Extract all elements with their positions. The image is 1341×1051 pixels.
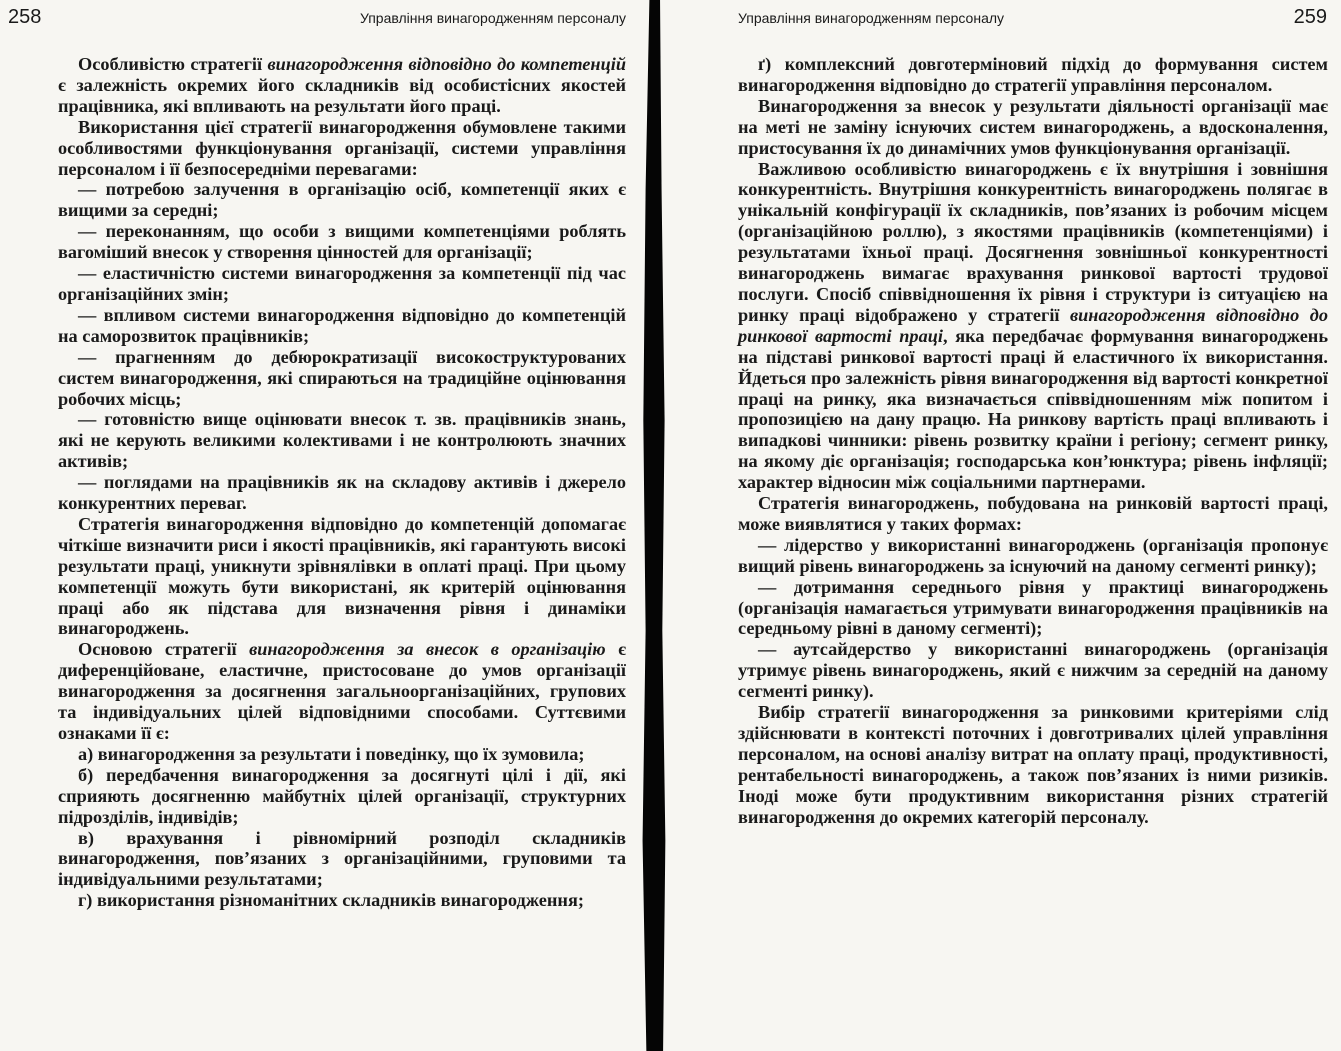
left-page-header — [0, 6, 638, 30]
paragraph-text: Особливістю стратегії — [78, 54, 268, 74]
paragraph: — лідерство у використанні винагороджень (організація пропонує вищий рівень винагороджень за існуючий на даному сегменті ринку); — [738, 534, 1328, 576]
italic-term: винагородження відповідно до ринкової вартості праці — [738, 304, 1328, 346]
paragraph-text: є диференційоване, еластичне, пристосоване до умов організації винагородження за досягнення загальноорганізаційних, групових та індивідуальних цілей відповідними способами. Суттєвими ознаками її є: — [58, 639, 626, 743]
paragraph: — аутсайдерство у використанні винагороджень (організація утримує рівень винагороджень, який є нижчим за середній на даному сегменті ринку). — [738, 639, 1328, 702]
paragraph — [58, 639, 626, 744]
paragraph: а) винагородження за результати і поведінку, що їх зумовила; — [78, 743, 585, 764]
paragraph-text: Основою стратегії — [78, 639, 250, 660]
paragraph — [58, 54, 626, 117]
left-page-body — [58, 54, 626, 911]
paragraph: в) врахування і рівномірний розподіл складників винагородження, пов’язаних з організаційними, груповими та індивідуальними результатами; — [58, 827, 626, 890]
paragraph: Винагородження за внесок у результати діяльності організації має на меті не заміну існуючих систем винагороджень, а вдосконалення, пристосування їх до динамічних умов функціонування організації. — [738, 95, 1328, 158]
paragraph: — переконанням, що особи з вищими компетенціями роблять вагоміший внесок у створення цінностей для організації; — [58, 221, 626, 263]
paragraph: — готовністю вище оцінювати внесок т. зв. працівників знань, які не керують великими колективами і не контролюють значних активів; — [58, 409, 626, 472]
paragraph: — еластичністю системи винагородження за компетенції під час організаційних змін; — [58, 263, 626, 304]
left-running-title: Управління винагородженням персоналу — [359, 10, 626, 26]
paragraph: — дотримання середнього рівня у практиці винагороджень (організація намагається утримувати винагородження працівників на середньому рівні в даному сегменті); — [738, 576, 1328, 639]
right-page-number: 259 — [1293, 6, 1327, 28]
italic-term: винагородження відповідно до компетенцій — [267, 54, 626, 74]
left-page-number: 258 — [8, 6, 42, 28]
paragraph: — впливом системи винагородження відповідно до компетенцій на саморозвиток працівників; — [58, 304, 626, 346]
paragraph-text: є залежність окремих його складників від особистісних якостей працівника, які впливають на результати його праці. — [58, 74, 626, 116]
paragraph: Використання цієї стратегії винагородження обумовлене такими особливостями функціонування організації, системи управління персоналом і її безпосередніми перевагами: — [58, 116, 626, 179]
paragraph: Стратегія винагороджень, побудована на ринковій вартості праці, може виявлятися у таких формах: — [738, 493, 1328, 534]
book-gutter — [638, 0, 676, 1051]
paragraph: — потребою залучення в організацію осіб, компетенції яких є вищими за середні; — [58, 179, 626, 221]
paragraph-text: Важливою особливістю винагороджень є їх внутрішня і зовнішня конкурентність. Внутрішня конкурентність винагороджень полягає в унікальній конфігурації їх складників, пов’язаних із робочим місцем (організаційною роллю), з якостями працівників (компетенціями) і результатами їхньої праці. Досягнення зовнішньої конкурентності винагороджень вимагає врахування ринкової вартості трудової послуги. Спосіб співвідношення їх рівня і структури із ситуацією на ринку праці відображено у стратегії — [738, 158, 1328, 325]
paragraph: Стратегія винагородження відповідно до компетенцій допомагає чіткіше визначити риси і якості працівників, які гарантують високі результати праці, уникнути зрівнялівки в оплаті праці. При цьому компетенції можуть бути використані, як критерій оцінювання праці або як підстава для визначення рівня і динаміки винагороджень. — [58, 513, 626, 639]
italic-term: винагородження за внесок в організацію — [249, 639, 606, 660]
right-running-title: Управління винагородженням персоналу — [738, 10, 1005, 26]
paragraph: Вибір стратегії винагородження за ринковими критеріями слід здійснювати в контексті поточних і довготривалих цілей управління персоналом, на основі аналізу витрат на оплату праці, продуктивності, рентабельності винагороджень, а також пов’язаних із ними ризиків. Іноді може бути продуктивним використання різних стратегій винагородження до окремих категорій персоналу. — [738, 702, 1328, 827]
right-page-body — [738, 54, 1328, 828]
paragraph: — поглядами на працівників як на складову активів і джерело конкурентних переваг. — [58, 472, 626, 514]
paragraph: ґ) комплексний довготерміновий підхід до формування систем винагородження відповідно до стратегії управління персоналом. — [738, 54, 1328, 95]
paragraph: б) передбачення винагородження за досягнуті цілі і дії, які сприяють досягненню майбутніх цілей організації, структурних підрозділів, індивідів; — [58, 764, 626, 827]
paragraph-text: , яка передбачає формування винагороджень на підставі ринкової вартості праці й еластичного їх використання. Йдеться про залежність рівня винагородження від вартості конкретної праці на ринку, яка визначається співвідношенням між попитом і пропозицією на дану працю. На ринкову вартість праці впливають і випадкові чинники: рівень розвитку країни і регіону; сегмент ринку, на якому діє організація; господарська кон’юнктура; рівень інфляції; характер відносин між соціальними партнерами. — [738, 325, 1329, 493]
paragraph: г) використання різноманітних складників винагородження; — [78, 890, 584, 911]
paragraph — [738, 159, 1328, 494]
paragraph: — прагненням до дебюрократизації високоструктурованих систем винагородження, які спираються на традиційне оцінювання робочих місць; — [58, 346, 626, 409]
right-page-header — [676, 6, 1341, 30]
left-page — [0, 0, 638, 1051]
right-page — [676, 0, 1341, 1051]
